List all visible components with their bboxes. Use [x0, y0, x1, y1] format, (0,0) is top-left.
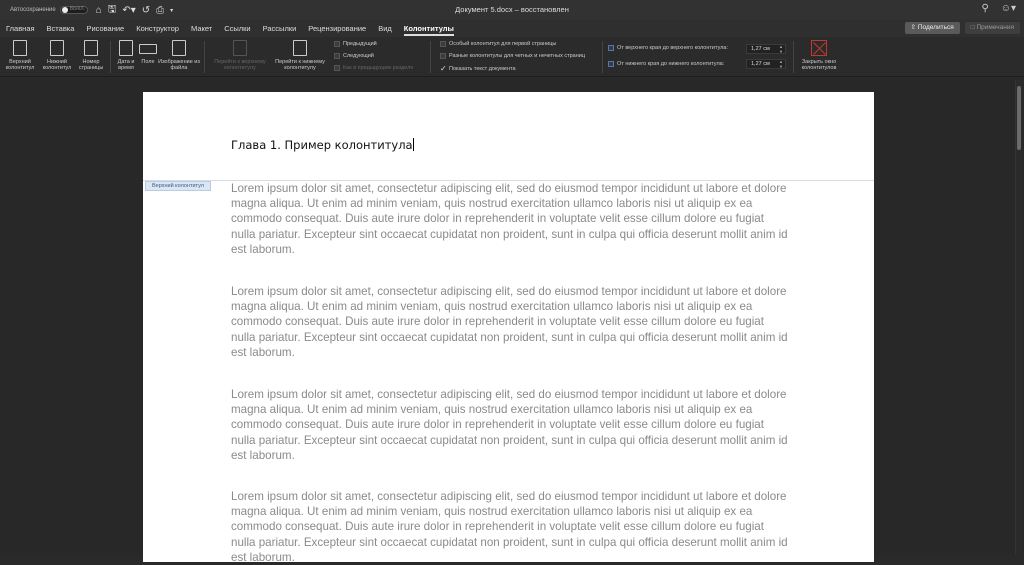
- redo-icon[interactable]: ↺: [141, 4, 151, 16]
- different-first-page-checkbox[interactable]: Особый колонтитул для первой страницы: [440, 41, 556, 47]
- ribbon-header-footer: [0, 37, 1024, 77]
- header-icon: [13, 40, 27, 56]
- close-icon: [811, 40, 827, 56]
- divider: [110, 41, 111, 73]
- header-from-top-input[interactable]: 1,27 см ▲ ▼: [746, 44, 786, 54]
- tab-home[interactable]: Главная: [6, 24, 35, 33]
- goto-footer-button[interactable]: Перейти к нижнему колонтитулу: [270, 40, 330, 71]
- goto-header-icon: [233, 40, 247, 56]
- autosave-toggle[interactable]: ВЫКЛ.: [60, 6, 88, 14]
- goto-footer-icon: [293, 40, 307, 56]
- tab-draw[interactable]: Рисование: [86, 24, 125, 33]
- ribbon-tabs: [0, 20, 1024, 37]
- header-label-tag: Верхний колонтитул: [145, 181, 211, 191]
- divider: [430, 41, 431, 73]
- document-canvas: [0, 78, 1024, 564]
- divider: [793, 41, 794, 73]
- vertical-scrollbar-track[interactable]: [1015, 80, 1023, 555]
- undo-icon[interactable]: ↶▾: [122, 4, 136, 16]
- picture-icon: [172, 40, 186, 56]
- comments-button[interactable]: □ Примечания: [965, 22, 1020, 34]
- link-to-previous-button[interactable]: Как в предыдущем разделе: [334, 65, 413, 71]
- home-icon[interactable]: ⌂: [95, 4, 102, 16]
- close-header-footer-button[interactable]: Закрыть окно колонтитулов: [796, 40, 842, 71]
- header-content[interactable]: Глава 1. Пример колонтитула: [231, 138, 413, 152]
- footer-button[interactable]: Нижний колонтитул: [38, 40, 76, 71]
- save-icon[interactable]: 🖫: [107, 3, 117, 15]
- footer-icon: [50, 40, 64, 56]
- body-paragraph: Lorem ipsum dolor sit amet, consectetur adipiscing elit, sed do eiusmod tempor incididunt ut labore et dolore magna aliqua. Ut enim ad minim veniam, quis nostrud exercitation ullamco laboris nisi ut aliquip ex ea commodo consequat. Duis aute irure dolor in reprehenderit in voluptate velit esse cillum dolore eu fugiat nulla pariatur. Excepteur sint occaecat cupidatat non proident, sunt in culpa qui officia deserunt mollit anim id est laborum.: [231, 285, 788, 359]
- field-icon: [139, 44, 157, 54]
- next-icon: [334, 53, 340, 59]
- date-time-button[interactable]: Дата и время: [114, 40, 138, 71]
- vertical-scrollbar-thumb[interactable]: [1017, 86, 1021, 150]
- autosave-label: Автосохранение: [10, 7, 56, 13]
- tab-design[interactable]: Конструктор: [136, 24, 179, 33]
- tab-layout[interactable]: Макет: [190, 24, 213, 33]
- document-title: Документ 5.docx – восстановлен: [455, 5, 569, 14]
- page-number-button[interactable]: Номер страницы: [76, 40, 106, 71]
- field-button[interactable]: Поле: [138, 40, 158, 65]
- text-cursor: [413, 138, 414, 151]
- tab-header-footer[interactable]: Колонтитулы: [398, 20, 460, 37]
- footer-from-bottom-label: От нижнего края до нижнего колонтитула:: [608, 61, 724, 67]
- stepper-arrows-icon[interactable]: ▲ ▼: [779, 44, 783, 54]
- title-bar: [0, 0, 1024, 20]
- tab-references[interactable]: Ссылки: [224, 24, 251, 33]
- body-paragraph: Lorem ipsum dolor sit amet, consectetur adipiscing elit, sed do eiusmod tempor incididunt ut labore et dolore magna aliqua. Ut enim ad minim veniam, quis nostrud exercitation ullamco laboris nisi ut aliquip ex ea commodo consequat. Duis aute irure dolor in reprehenderit in voluptate velit esse cillum dolore eu fugiat nulla pariatur. Excepteur sint occaecat cupidatat non proident, sunt in culpa qui officia deserunt mollit anim id est laborum.: [231, 182, 788, 256]
- footer-position-icon: [608, 61, 614, 67]
- goto-header-button[interactable]: Перейти к верхнему колонтитулу: [208, 40, 272, 71]
- calendar-icon: [119, 40, 133, 56]
- header-button[interactable]: Верхний колонтитул: [4, 40, 36, 71]
- more-icon[interactable]: ▾: [170, 7, 174, 14]
- tab-view[interactable]: Вид: [378, 24, 392, 33]
- search-icon[interactable]: ⚲: [981, 3, 989, 14]
- previous-button[interactable]: Предыдущий: [334, 41, 377, 47]
- body-paragraph: Lorem ipsum dolor sit amet, consectetur adipiscing elit, sed do eiusmod tempor incididunt ut labore et dolore magna aliqua. Ut enim ad minim veniam, quis nostrud exercitation ullamco laboris nisi ut aliquip ex ea commodo consequat. Duis aute irure dolor in reprehenderit in voluptate velit esse cillum dolore eu fugiat nulla pariatur. Excepteur sint occaecat cupidatat non proident, sunt in culpa qui officia deserunt mollit anim id est laborum.: [231, 388, 788, 462]
- header-position-icon: [608, 45, 614, 51]
- checkmark-icon: ✓: [440, 64, 447, 73]
- different-odd-even-checkbox[interactable]: Разные колонтитулы для четных и нечетных страниц: [440, 53, 585, 59]
- document-page[interactable]: [143, 92, 874, 562]
- comment-icon: □: [970, 24, 977, 31]
- divider: [602, 41, 603, 73]
- account-icon[interactable]: ☺▾: [1000, 3, 1016, 14]
- divider: [204, 41, 205, 73]
- quick-access-toolbar: [96, 2, 173, 19]
- next-button[interactable]: Следующий: [334, 53, 374, 59]
- link-icon: [334, 65, 340, 71]
- previous-icon: [334, 41, 340, 47]
- show-document-text-checkbox[interactable]: ✓ Показать текст документа: [440, 64, 516, 73]
- body-paragraph: Lorem ipsum dolor sit amet, consectetur adipiscing elit, sed do eiusmod tempor incididunt ut labore et dolore magna aliqua. Ut enim ad minim veniam, quis nostrud exercitation ullamco laboris nisi ut aliquip ex ea commodo consequat. Duis aute irure dolor in reprehenderit in voluptate velit esse cillum dolore eu fugiat nulla pariatur. Excepteur sint occaecat cupidatat non proident, sunt in culpa qui officia deserunt mollit anim id est laborum.: [231, 490, 788, 564]
- footer-from-bottom-input[interactable]: 1,27 см ▲ ▼: [746, 59, 786, 69]
- page-number-icon: [84, 40, 98, 56]
- stepper-arrows-icon[interactable]: ▲ ▼: [779, 59, 783, 69]
- share-button[interactable]: ⇧ Поделиться: [905, 22, 960, 34]
- print-icon[interactable]: ⎙: [156, 4, 165, 16]
- share-icon: ⇧: [910, 24, 918, 31]
- tab-mailings[interactable]: Рассылки: [262, 24, 297, 33]
- tab-insert[interactable]: Вставка: [46, 24, 75, 33]
- tab-review[interactable]: Рецензирование: [308, 24, 367, 33]
- autosave-control[interactable]: [10, 6, 88, 14]
- header-from-top-label: От верхнего края до верхнего колонтитула:: [608, 45, 728, 51]
- image-from-file-button[interactable]: Изображение из файла: [158, 40, 200, 71]
